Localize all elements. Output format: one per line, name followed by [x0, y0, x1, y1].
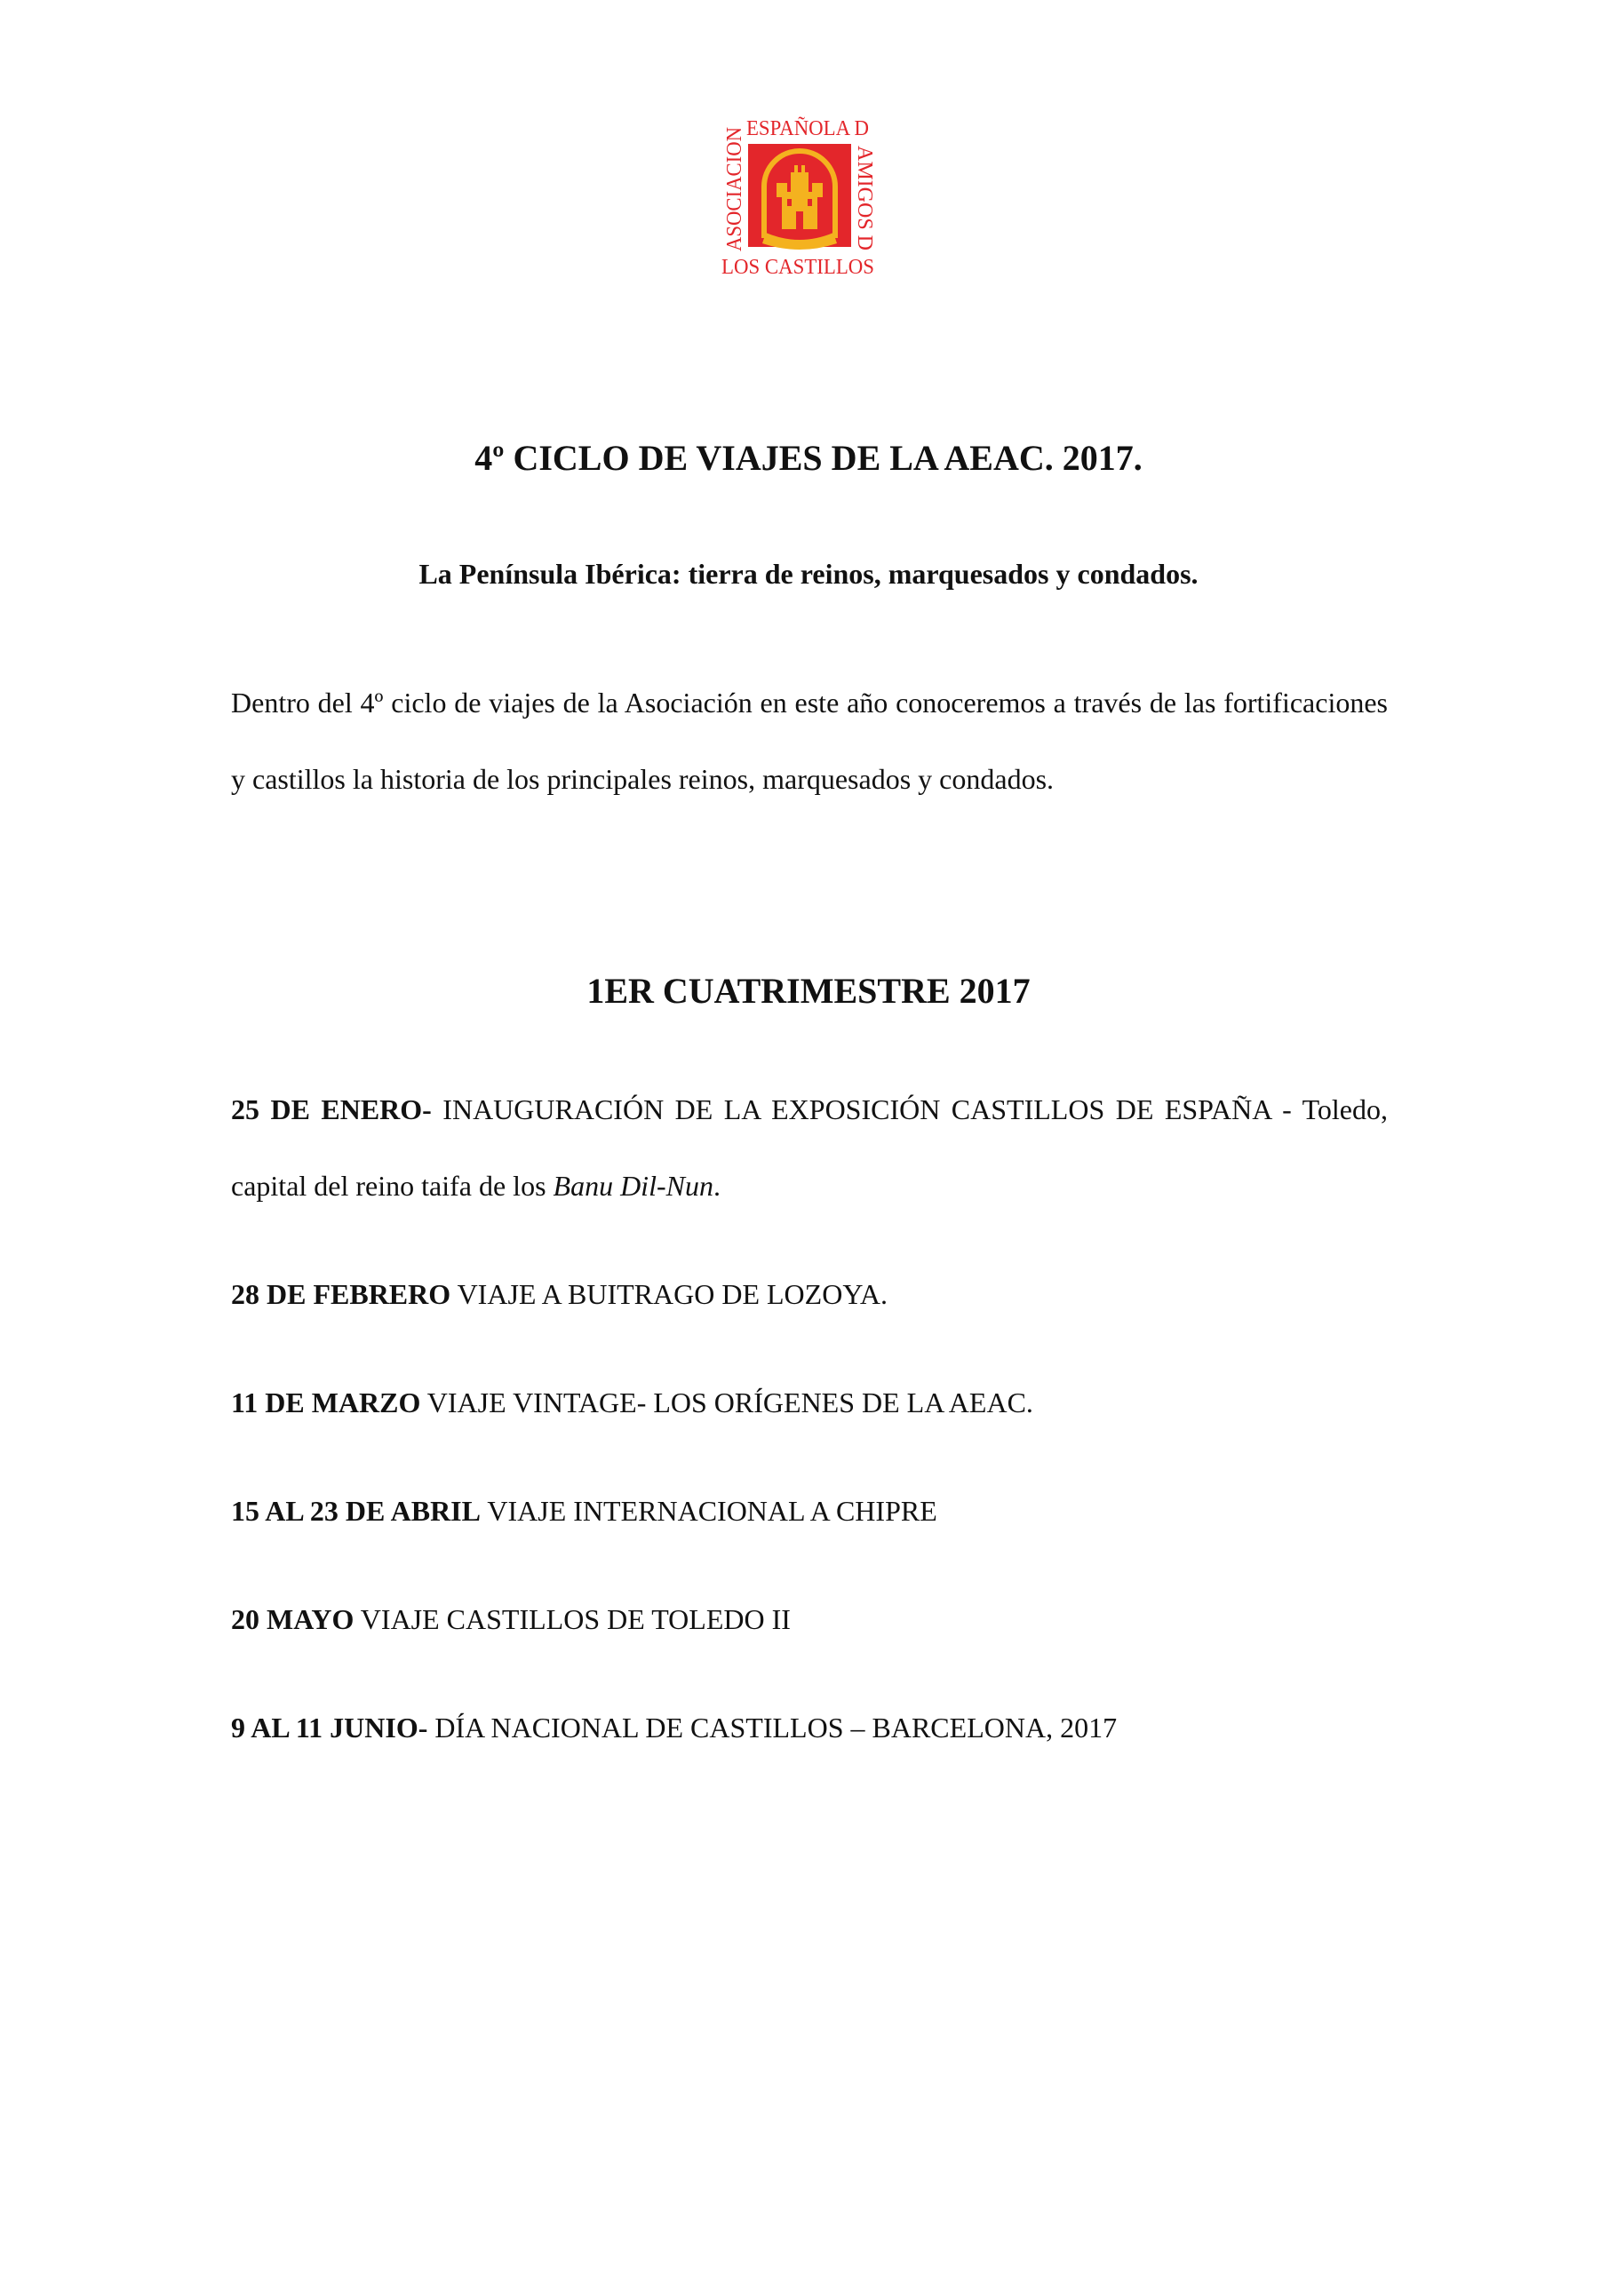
list-item [231, 1071, 1388, 1224]
entry-date: 11 DE MARZO [231, 1386, 421, 1418]
entry-date: 15 AL 23 DE ABRIL [231, 1495, 481, 1527]
logo-text-left: ASOCIACION [723, 119, 746, 251]
page-subtitle: La Península Ibérica: tierra de reinos, marquesados y condados. [418, 558, 1199, 590]
entry-tail: . [713, 1170, 721, 1202]
entry-text: DÍA NACIONAL DE CASTILLOS – BARCELONA, 2017 [427, 1712, 1118, 1744]
list-item [231, 1256, 1388, 1332]
entry-text: VIAJE INTERNACIONAL A CHIPRE [480, 1495, 937, 1527]
entry-date: 25 DE ENERO- [231, 1093, 432, 1125]
logo-text-bottom: LOS CASTILLOS [721, 256, 874, 279]
logo-text-right: AMIGOS D [853, 146, 876, 251]
list-item [231, 1473, 1388, 1549]
entry-date: 20 MAYO [231, 1603, 354, 1635]
entry-text: INAUGURACIÓN DE LA EXPOSICIÓN CASTILLOS DE ESPAÑA - Toledo, capital del reino taifa de los [231, 1093, 1389, 1202]
association-logo [718, 114, 880, 279]
page-title: 4º CICLO DE VIAJES DE LA AEAC. 2017. [474, 438, 1143, 478]
entry-text: VIAJE VINTAGE- LOS ORÍGENES DE LA AEAC. [420, 1386, 1033, 1418]
castle-emblem [748, 144, 851, 250]
logo-text-top: ESPAÑOLA D [746, 117, 869, 140]
section-heading: 1ER CUATRIMESTRE 2017 [586, 971, 1031, 1011]
list-item [231, 1364, 1388, 1441]
entry-date: 28 DE FEBRERO [231, 1278, 451, 1310]
entry-date: 9 AL 11 JUNIO- [231, 1712, 428, 1744]
list-item [231, 1581, 1388, 1657]
entry-italic: Banu Dil-Nun [553, 1170, 713, 1202]
intro-paragraph: Dentro del 4º ciclo de viajes de la Asociación en este año conoceremos a través de las fortificaciones y castillos la historia de los principales reinos, marquesados y condados. [231, 687, 1388, 795]
entry-text: VIAJE CASTILLOS DE TOLEDO II [354, 1603, 791, 1635]
entry-text: VIAJE A BUITRAGO DE LOZOYA. [450, 1278, 888, 1310]
list-item [231, 1689, 1388, 1766]
